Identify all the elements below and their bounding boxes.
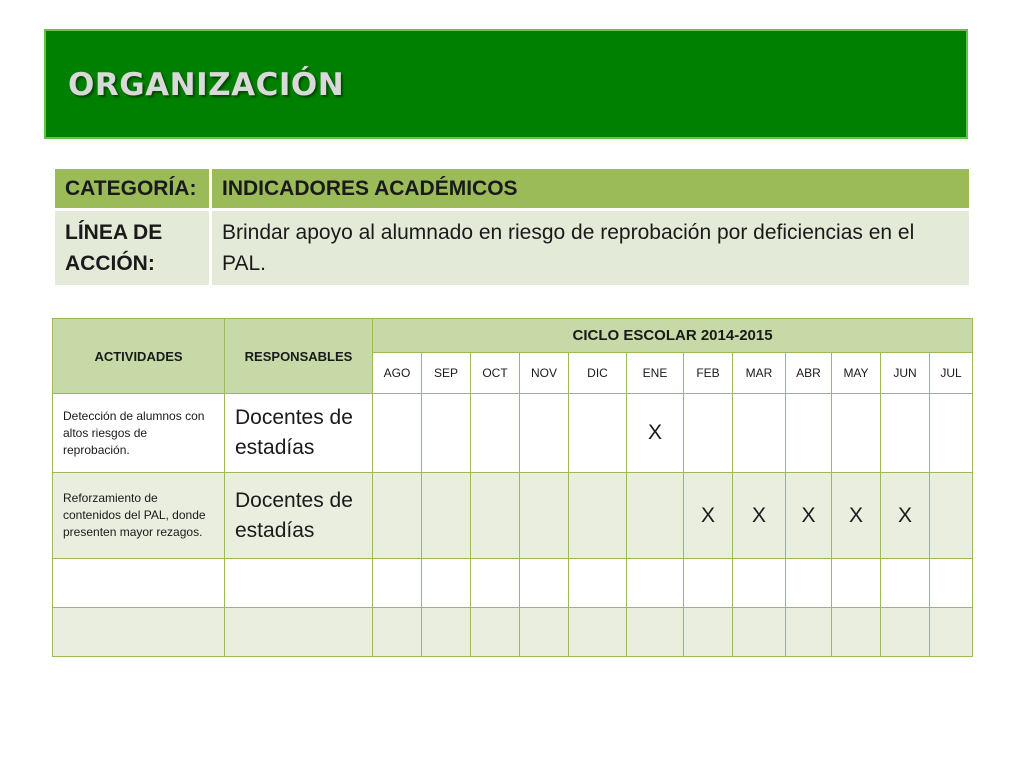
month-mark-cell <box>627 473 684 559</box>
month-mark-cell <box>684 608 733 657</box>
table-row <box>53 394 973 473</box>
month-mark-cell <box>569 559 627 608</box>
category-label: CATEGORÍA: <box>54 168 211 210</box>
month-mark-cell <box>373 473 422 559</box>
month-mark-cell <box>422 394 471 473</box>
month-header: SEP <box>422 353 471 394</box>
month-header: JUN <box>881 353 930 394</box>
month-mark-cell <box>373 559 422 608</box>
month-mark-cell <box>733 394 786 473</box>
month-mark-cell <box>520 473 569 559</box>
table-row <box>53 559 973 608</box>
month-header: OCT <box>471 353 520 394</box>
action-line-label: LÍNEA DE ACCIÓN: <box>54 210 211 287</box>
month-mark-cell <box>569 473 627 559</box>
month-mark-cell <box>786 394 832 473</box>
action-line-value: Brindar apoyo al alumnado en riesgo de reprobación por deficiencias en el PAL. <box>211 210 971 287</box>
month-header: MAR <box>733 353 786 394</box>
month-mark-cell <box>520 559 569 608</box>
responsible-cell: Docentes de estadías <box>225 473 373 559</box>
month-mark-cell: X <box>627 394 684 473</box>
month-mark-cell <box>930 394 973 473</box>
month-mark-cell <box>684 394 733 473</box>
month-mark-cell <box>733 559 786 608</box>
table-row <box>53 473 973 559</box>
month-mark-cell <box>786 608 832 657</box>
activity-cell: Detección de alumnos con altos riesgos de reprobación. <box>53 394 225 473</box>
month-header: NOV <box>520 353 569 394</box>
month-mark-cell: X <box>881 473 930 559</box>
month-mark-cell: X <box>684 473 733 559</box>
month-mark-cell <box>832 608 881 657</box>
month-header: AGO <box>373 353 422 394</box>
month-header: ABR <box>786 353 832 394</box>
month-mark-cell <box>786 559 832 608</box>
month-mark-cell <box>881 559 930 608</box>
month-mark-cell <box>422 473 471 559</box>
action-line-row <box>54 210 971 287</box>
month-mark-cell <box>471 608 520 657</box>
month-mark-cell <box>627 608 684 657</box>
month-mark-cell <box>471 559 520 608</box>
month-header: ENE <box>627 353 684 394</box>
month-mark-cell <box>684 559 733 608</box>
month-mark-cell: X <box>733 473 786 559</box>
month-mark-cell <box>569 394 627 473</box>
month-mark-cell <box>930 559 973 608</box>
month-mark-cell <box>627 559 684 608</box>
month-header: JUL <box>930 353 973 394</box>
schedule-table <box>52 318 973 657</box>
activities-header: ACTIVIDADES <box>53 319 225 394</box>
month-mark-cell <box>422 559 471 608</box>
month-mark-cell <box>930 473 973 559</box>
month-mark-cell <box>373 608 422 657</box>
month-mark-cell <box>373 394 422 473</box>
responsible-cell: Docentes de estadías <box>225 394 373 473</box>
month-header: DIC <box>569 353 627 394</box>
month-mark-cell: X <box>786 473 832 559</box>
month-mark-cell <box>881 608 930 657</box>
slide-title: ORGANIZACIÓN <box>68 67 345 103</box>
month-mark-cell <box>471 473 520 559</box>
info-table <box>52 166 972 288</box>
month-header: MAY <box>832 353 881 394</box>
responsible-cell <box>225 559 373 608</box>
month-mark-cell <box>569 608 627 657</box>
month-header: FEB <box>684 353 733 394</box>
activity-cell <box>53 559 225 608</box>
month-mark-cell <box>471 394 520 473</box>
month-mark-cell <box>733 608 786 657</box>
responsible-cell <box>225 608 373 657</box>
category-row <box>54 168 971 210</box>
month-mark-cell <box>930 608 973 657</box>
title-banner <box>44 29 968 139</box>
responsible-header: RESPONSABLES <box>225 319 373 394</box>
cycle-header: CICLO ESCOLAR 2014-2015 <box>373 319 973 353</box>
table-row <box>53 608 973 657</box>
month-mark-cell <box>520 394 569 473</box>
category-value: INDICADORES ACADÉMICOS <box>211 168 971 210</box>
activity-cell: Reforzamiento de contenidos del PAL, donde presenten mayor rezagos. <box>53 473 225 559</box>
month-mark-cell <box>520 608 569 657</box>
activity-cell <box>53 608 225 657</box>
month-mark-cell <box>832 394 881 473</box>
month-mark-cell <box>881 394 930 473</box>
month-mark-cell <box>422 608 471 657</box>
month-mark-cell: X <box>832 473 881 559</box>
month-mark-cell <box>832 559 881 608</box>
